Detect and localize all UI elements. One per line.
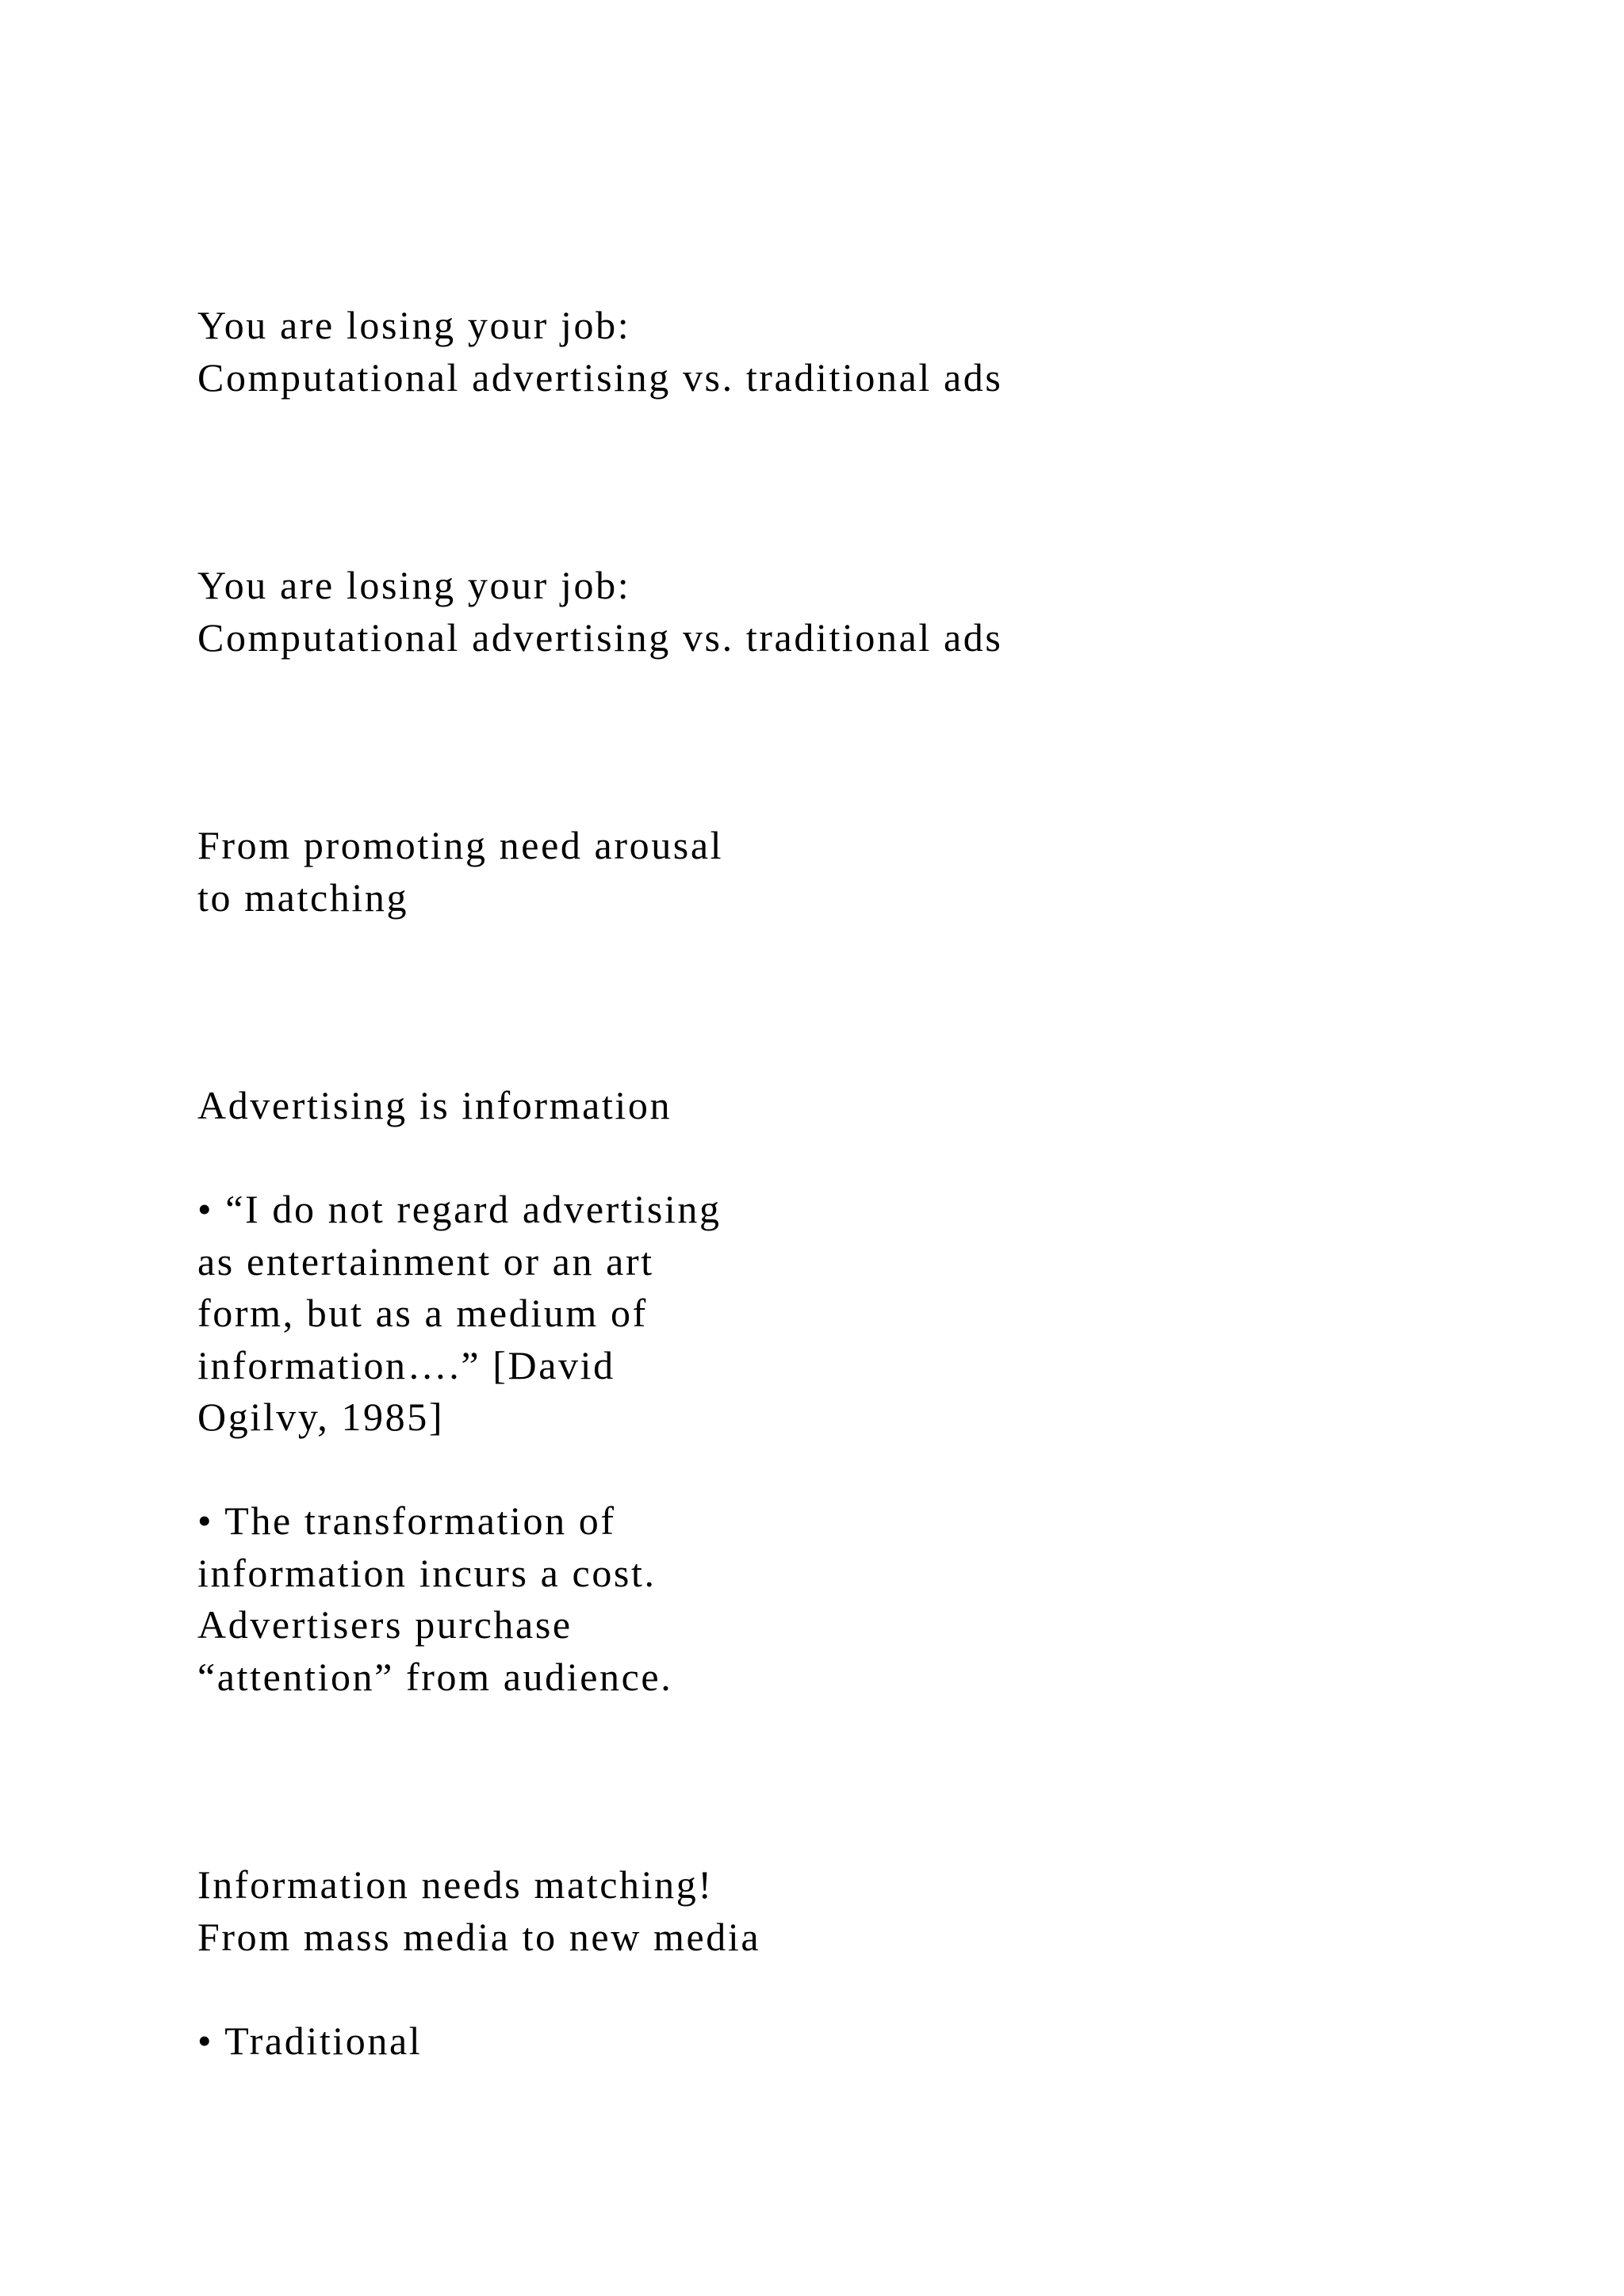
slide-title-block-repeat: You are losing your job: Computational advertising vs. traditional ads [197, 563, 1003, 660]
slide-information-needs-matching: Information needs matching! From mass media to new media • Traditional [197, 1862, 761, 2063]
slide-advertising-is-information: Advertising is information • “I do not regard advertising as entertainment or an art form, but as a medium of information….” [David Ogilvy, 1985] • The transformation of information incurs a cost. Advertisers purchase “attention” from audience. [197, 1083, 722, 1699]
slide-title-block: You are losing your job: Computational advertising vs. traditional ads [197, 303, 1003, 400]
slide-heading-matching: From promoting need arousal to matching [197, 823, 724, 920]
